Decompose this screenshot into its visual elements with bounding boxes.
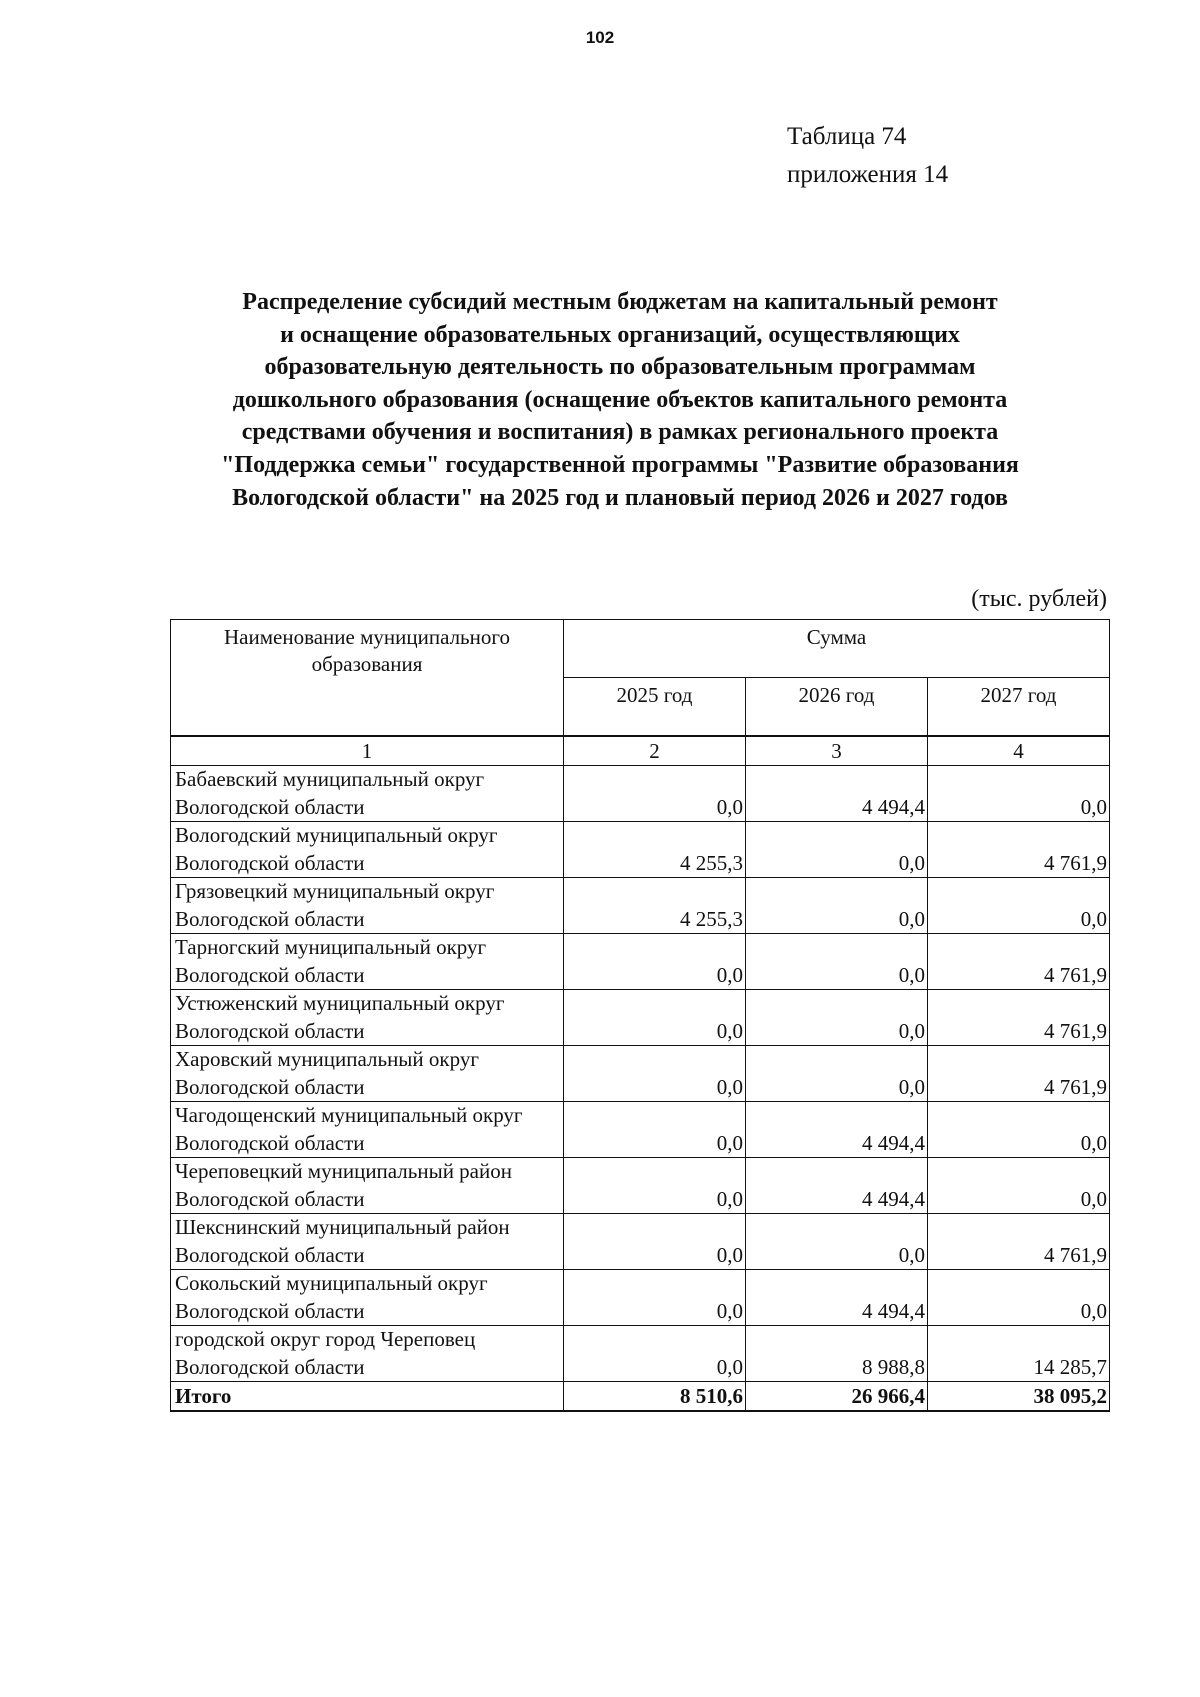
table-row (171, 822, 1110, 878)
reference-table-number: Таблица 74 (787, 123, 907, 150)
amount-2026: 0,0 (746, 878, 928, 934)
total-row (171, 1382, 1110, 1412)
municipality-name-line: Тарногский муниципальный округ (175, 935, 487, 959)
title-line: и оснащение образовательных организаций, осуществляющих (280, 321, 960, 348)
municipality-name-line: Вологодской области (175, 850, 365, 875)
table-row (171, 766, 1110, 822)
municipality-name-line: Грязовецкий муниципальный округ (175, 879, 495, 903)
header-row (171, 620, 1110, 678)
amount-2026: 0,0 (746, 1214, 928, 1270)
amount-2025: 0,0 (564, 990, 746, 1046)
municipality-name (171, 822, 564, 878)
amount-2025: 4 255,3 (564, 878, 746, 934)
header-municipality: Наименование муниципального образования (171, 620, 564, 737)
column-numbers-row (171, 736, 1110, 766)
amount-2027: 4 761,9 (928, 1046, 1110, 1102)
municipality-name-line: Вологодской области (175, 1130, 365, 1155)
amount-2025: 0,0 (564, 1158, 746, 1214)
title-line: средствами обучения и воспитания) в рамках регионального проекта (241, 419, 999, 446)
table-row (171, 1270, 1110, 1326)
municipality-name-line: Бабаевский муниципальный округ (175, 767, 485, 791)
municipality-name (171, 878, 564, 934)
amount-2026: 4 494,4 (746, 1270, 928, 1326)
column-number: 2 (564, 736, 746, 766)
amount-2026: 0,0 (746, 822, 928, 878)
amount-2025: 0,0 (564, 766, 746, 822)
amount-2027: 0,0 (928, 878, 1110, 934)
title-line: Распределение субсидий местным бюджетам на капитальный ремонт (242, 289, 998, 315)
amount-2027: 4 761,9 (928, 822, 1110, 878)
municipality-name-line: городской округ город Череповец (175, 1327, 476, 1351)
table-row (171, 1158, 1110, 1214)
amount-2027: 4 761,9 (928, 990, 1110, 1046)
municipality-name-line: Харовский муниципальный округ (175, 1047, 479, 1071)
municipality-name-line: Чагодощенский муниципальный округ (175, 1103, 523, 1127)
amount-2027: 0,0 (928, 1102, 1110, 1158)
table-reference (787, 118, 948, 194)
amount-2026: 4 494,4 (746, 766, 928, 822)
amount-2025: 0,0 (564, 1214, 746, 1270)
municipality-name (171, 1046, 564, 1102)
column-number: 1 (171, 736, 564, 766)
municipality-name-line: Шекснинский муниципальный район (175, 1215, 510, 1239)
header-year-2027: 2027 год (928, 678, 1110, 737)
amount-2026: 8 988,8 (746, 1326, 928, 1382)
page-number: 102 (585, 28, 615, 47)
table-row (171, 990, 1110, 1046)
table-row (171, 1326, 1110, 1382)
table-row (171, 1046, 1110, 1102)
municipality-name (171, 1158, 564, 1214)
amount-2026: 4 494,4 (746, 1158, 928, 1214)
total-2027: 38 095,2 (928, 1382, 1110, 1412)
municipality-name-line: Вологодской области (175, 1242, 365, 1267)
municipality-name-line: Вологодский муниципальный округ (175, 823, 498, 847)
title-line: "Поддержка семьи" государственной программы "Развитие образования (221, 451, 1019, 478)
amount-2025: 0,0 (564, 1270, 746, 1326)
amount-2027: 14 285,7 (928, 1326, 1110, 1382)
municipality-name-line: Сокольский муниципальный округ (175, 1271, 488, 1295)
amount-2027: 4 761,9 (928, 1214, 1110, 1270)
municipality-name (171, 1102, 564, 1158)
reference-appendix: приложения 14 (787, 161, 949, 188)
municipality-name (171, 934, 564, 990)
amount-2027: 4 761,9 (928, 934, 1110, 990)
amount-2025: 0,0 (564, 1102, 746, 1158)
table-row (171, 934, 1110, 990)
column-number: 3 (746, 736, 928, 766)
title-line: дошкольного образования (оснащение объектов капитального ремонта (232, 386, 1008, 413)
amount-2025: 0,0 (564, 1326, 746, 1382)
units-label: (тыс. рублей) (971, 586, 1107, 612)
municipality-name-line: Вологодской области (175, 1186, 365, 1211)
title-line: образовательную деятельность по образовательным программам (264, 354, 976, 381)
municipality-name (171, 990, 564, 1046)
total-label: Итого (171, 1382, 564, 1412)
municipality-name-line: Вологодской области (175, 962, 365, 987)
amount-2025: 0,0 (564, 1046, 746, 1102)
municipality-name-line: Вологодской области (175, 1018, 365, 1043)
amount-2027: 0,0 (928, 1270, 1110, 1326)
amount-2025: 4 255,3 (564, 822, 746, 878)
amount-2026: 0,0 (746, 990, 928, 1046)
municipality-name-line: Устюженский муниципальный округ (175, 991, 505, 1015)
table-row (171, 1102, 1110, 1158)
subsidy-table (170, 619, 1110, 1412)
municipality-name-line: Вологодской области (175, 1298, 365, 1323)
amount-2027: 0,0 (928, 1158, 1110, 1214)
municipality-name-line: Вологодской области (175, 794, 365, 819)
municipality-name (171, 1326, 564, 1382)
amount-2026: 0,0 (746, 1046, 928, 1102)
header-year-2025: 2025 год (564, 678, 746, 737)
title-line: Вологодской области" на 2025 год и плановый период 2026 и 2027 годов (232, 484, 1008, 511)
amount-2026: 0,0 (746, 934, 928, 990)
document-title (150, 286, 1090, 514)
amount-2027: 0,0 (928, 766, 1110, 822)
municipality-name-line: Вологодской области (175, 1074, 365, 1099)
municipality-name-line: Вологодской области (175, 1354, 365, 1379)
municipality-name-line: Вологодской области (175, 906, 365, 931)
municipality-name-line: Череповецкий муниципальный район (175, 1159, 512, 1183)
total-2026: 26 966,4 (746, 1382, 928, 1412)
column-number: 4 (928, 736, 1110, 766)
total-2025: 8 510,6 (564, 1382, 746, 1412)
header-sum: Сумма (564, 620, 1110, 678)
table-row (171, 1214, 1110, 1270)
municipality-name (171, 1270, 564, 1326)
header-year-2026: 2026 год (746, 678, 928, 737)
table-body (171, 766, 1110, 1382)
municipality-name (171, 1214, 564, 1270)
amount-2025: 0,0 (564, 934, 746, 990)
table-row (171, 878, 1110, 934)
amount-2026: 4 494,4 (746, 1102, 928, 1158)
municipality-name (171, 766, 564, 822)
